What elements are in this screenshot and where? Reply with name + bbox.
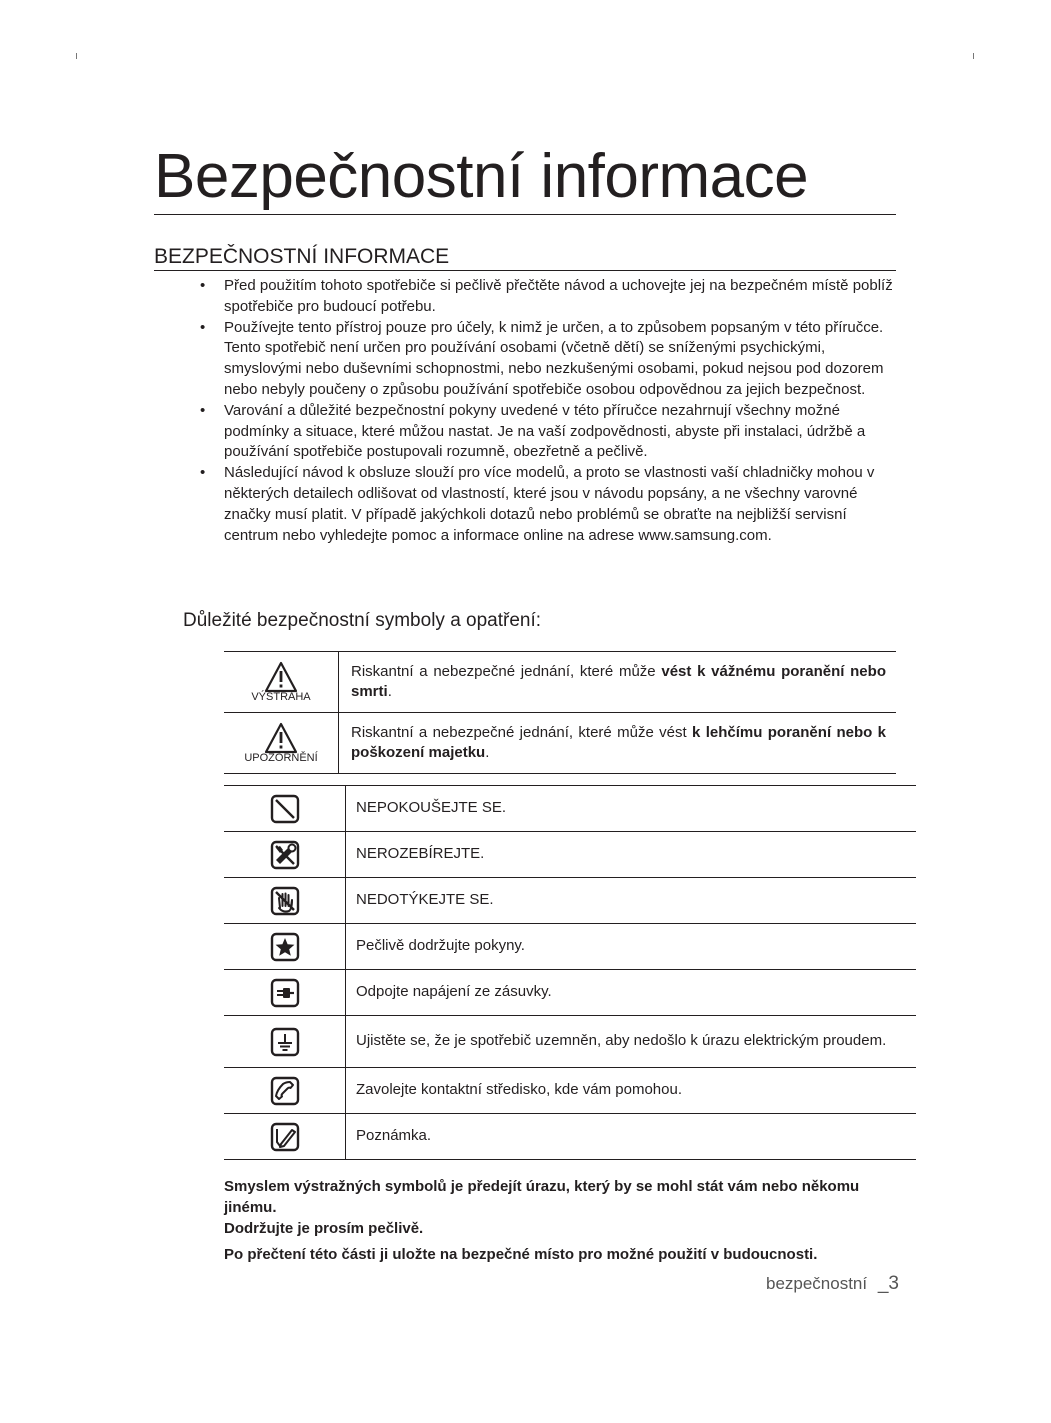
warning-triangle-icon bbox=[264, 661, 298, 693]
follow-directions-icon bbox=[270, 932, 300, 962]
symbol-icon-cell bbox=[224, 924, 346, 970]
symbol-row bbox=[224, 832, 916, 878]
phone-icon bbox=[270, 1076, 300, 1106]
caution-text-plain: Riskantní a nebezpečné jednání, které může vést bbox=[351, 723, 693, 741]
section-title: BEZPEČNOSTNÍ INFORMACE bbox=[154, 244, 896, 271]
symbol-row bbox=[224, 924, 916, 970]
caution-label: UPOZORNĚNÍ bbox=[244, 752, 318, 764]
footer-notes bbox=[224, 1177, 904, 1266]
bullet-item: • Používejte tento přístroj pouze pro účely, k nimž je určen, a to způsobem popsaným v této příručce. Tento spotřebič není určen pro používání osobami (včetně dětí) se sníženými psychickými, smyslovými nebo duševními schopnostmi, nebo nezkušenými osobami, pokud nejsou pod dozorem nebo nebyly poučeny o způsobu používání spotřebiče osobou odpovědnou za jejich bezpečnost. bbox=[198, 318, 898, 401]
crop-mark bbox=[76, 53, 77, 59]
bullet-item: • Varování a důležité bezpečnostní pokyny uvedené v této příručce nezahrnují všechny možné podmínky a situace, které můžou nastat. Je na vaší zodpovědnosti, abyste při instalaci, údržbě a používání spotřebiče postupovali rozumně, obezřetně a pečlivě. bbox=[198, 401, 898, 463]
warning-label: VÝSTRAHA bbox=[251, 691, 311, 703]
bullet-item: • Následující návod k obsluze slouží pro více modelů, a proto se vlastnosti vaší chladničky mohou v některých detailech odlišovat od vlastností, které jsou v návodu popsány, a ne všechny varovné značky musí platit. V případě jakýchkoli dotazů nebo problémů se obraťte na nejbližší servisní centrum nebo vyhledejte pomoc a informace online na adrese www.samsung.com. bbox=[198, 463, 898, 546]
symbol-icon-cell bbox=[224, 1068, 346, 1114]
caution-text bbox=[339, 713, 897, 774]
warning-table bbox=[224, 651, 896, 774]
caution-text-end: . bbox=[485, 744, 490, 761]
symbol-text: NEPOKOUŠEJTE SE. bbox=[346, 786, 917, 832]
symbol-text: Poznámka. bbox=[346, 1114, 917, 1160]
symbol-row bbox=[224, 970, 916, 1016]
footer-note: Po přečtení této části ji uložte na bezpečné místo pro možné použití v budoucnosti. bbox=[224, 1246, 818, 1264]
symbols-heading: Důležité bezpečnostní symboly a opatření: bbox=[183, 610, 542, 631]
page-footer bbox=[766, 1273, 899, 1295]
symbol-row bbox=[224, 1068, 916, 1114]
caution-text-bold: k lehčímu poranění nebo k poškození majetku bbox=[351, 723, 886, 761]
symbol-text: Odpojte napájení ze zásuvky. bbox=[346, 970, 917, 1016]
unplug-icon bbox=[270, 978, 300, 1008]
symbol-icon-cell bbox=[224, 878, 346, 924]
symbol-icon-cell bbox=[224, 970, 346, 1016]
warning-icon-cell bbox=[224, 652, 339, 713]
do-not-touch-icon bbox=[270, 886, 300, 916]
symbols-table bbox=[224, 785, 916, 1160]
footer-note: Smyslem výstražných symbolů je předejít úrazu, který by se mohl stát vám nebo někomu jinému. bbox=[224, 1178, 860, 1216]
symbol-text: NEDOTÝKEJTE SE. bbox=[346, 878, 917, 924]
do-not-disassemble-icon bbox=[270, 840, 300, 870]
bullet-item: • Před použitím tohoto spotřebiče si pečlivě přečtěte návod a uchovejte jej na bezpečném místě poblíž spotřebiče pro budoucí potřebu. bbox=[198, 276, 898, 318]
warning-text-plain: Riskantní a nebezpečné jednání, které může bbox=[351, 662, 662, 680]
warning-text-bold: vést k vážnému poranění nebo smrti bbox=[351, 662, 886, 700]
symbol-icon-cell bbox=[224, 1114, 346, 1160]
bullet-list bbox=[198, 276, 898, 546]
footer-section-label: bezpečnostní bbox=[765, 1274, 868, 1293]
symbol-text: Pečlivě dodržujte pokyny. bbox=[346, 924, 917, 970]
warning-row bbox=[224, 652, 896, 713]
symbol-text: NEROZEBÍREJTE. bbox=[346, 832, 917, 878]
ground-icon bbox=[270, 1027, 300, 1057]
symbol-icon-cell bbox=[224, 1016, 346, 1068]
warning-row bbox=[224, 713, 896, 774]
symbol-row bbox=[224, 1114, 916, 1160]
symbol-row bbox=[224, 786, 916, 832]
footer-note: Dodržujte je prosím pečlivě. bbox=[224, 1219, 424, 1237]
warning-text bbox=[339, 652, 897, 713]
warning-text-end: . bbox=[387, 683, 392, 700]
symbol-icon-cell bbox=[224, 786, 346, 832]
symbol-text: Ujistěte se, že je spotřebič uzemněn, aby nedošlo k úrazu elektrickým proudem. bbox=[346, 1016, 917, 1068]
page-title: Bezpečnostní informace bbox=[154, 140, 896, 215]
symbol-text: Zavolejte kontaktní středisko, kde vám pomohou. bbox=[346, 1068, 917, 1114]
note-icon bbox=[270, 1122, 300, 1152]
warning-icon-cell bbox=[224, 713, 339, 774]
symbol-row bbox=[224, 1016, 916, 1068]
page-number: _3 bbox=[877, 1273, 899, 1294]
symbol-row bbox=[224, 878, 916, 924]
do-not-attempt-icon bbox=[270, 794, 300, 824]
crop-mark bbox=[973, 53, 974, 59]
caution-triangle-icon bbox=[264, 722, 298, 754]
symbol-icon-cell bbox=[224, 832, 346, 878]
